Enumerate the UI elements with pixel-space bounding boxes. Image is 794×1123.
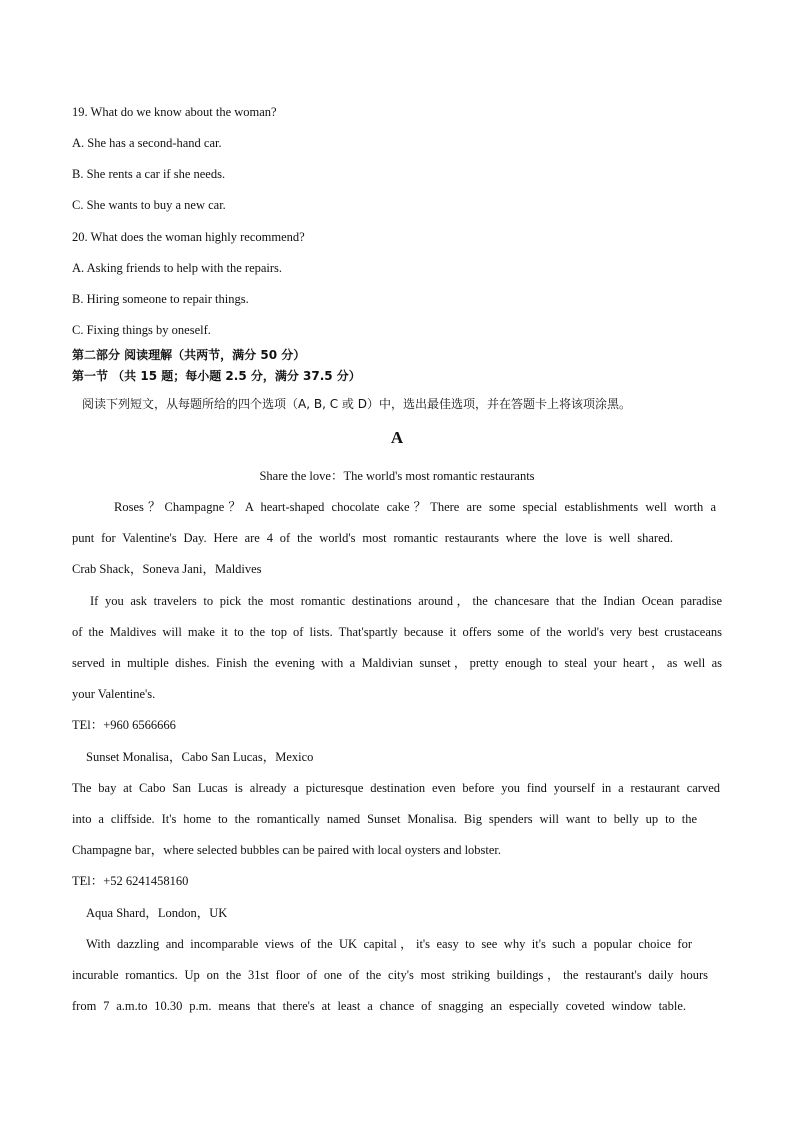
telephone: TEl：+52 6241458160 (72, 874, 189, 888)
paragraph-line: Champagne bar，where selected bubbles can be paired with local oysters and lobster. (72, 843, 502, 857)
paragraph-line: served in multiple dishes. Finish the evening with a Maldivian sunset，pretty enough to steal your heart，as well as (72, 656, 722, 670)
paragraph-line: from 7 a.m.to 10.30 p.m. means that there's at least a chance of snagging an especially coveted window table. (72, 999, 686, 1013)
passage-title: Share the love：The world's most romantic restaurants (259, 469, 535, 483)
section-heading: 第一节 （共 15 题；每小题 2.5 分，满分 37.5 分） (72, 369, 361, 383)
option-c: C. She wants to buy a new car. (72, 198, 226, 212)
restaurant-name: Crab Shack，Soneva Jani，Maldives (72, 562, 262, 576)
paragraph-line: into a cliffside. It's home to the romantically named Sunset Monalisa. Big spenders will want to belly up to the (72, 812, 697, 826)
paragraph-line: The bay at Cabo San Lucas is already a picturesque destination even before you find yourself in a restaurant carved (72, 781, 720, 795)
restaurant-name: Aqua Shard，London，UK (86, 906, 228, 920)
paragraph-line: of the Maldives will make it to the top of lists. That'spartly because it offers some of the world's very best crustaceans (72, 625, 722, 639)
option-a: A. Asking friends to help with the repairs. (72, 261, 283, 275)
option-b: B. Hiring someone to repair things. (72, 292, 249, 306)
option-b: B. She rents a car if she needs. (72, 167, 226, 181)
question-stem: 19. What do we know about the woman? (72, 105, 277, 119)
telephone: TEl：+960 6566666 (72, 718, 176, 732)
instructions: 阅读下列短文，从每题所给的四个选项（A, B, C 或 D）中，选出最佳选项，并在答题卡上将该项涂黑。 (82, 397, 631, 411)
paragraph-line: If you ask travelers to pick the most romantic destinations around，the chancesare that the Indian Ocean paradise (90, 594, 722, 608)
passage-label: A (390, 428, 404, 447)
intro-line: Roses？Champagne？A heart-shaped chocolate cake？There are some special establishments well worth a (114, 500, 716, 514)
option-c: C. Fixing things by oneself. (72, 323, 211, 337)
intro-line: punt for Valentine's Day. Here are 4 of the world's most romantic restaurants where the love is well shared. (72, 531, 673, 545)
question-stem: 20. What does the woman highly recommend? (72, 230, 305, 244)
paragraph-line: With dazzling and incomparable views of the UK capital，it's easy to see why it's such a popular choice for (86, 937, 692, 951)
paragraph-line: incurable romantics. Up on the 31st floor of one of the city's most striking buildings，the restaurant's daily hours (72, 968, 708, 982)
paragraph-line: your Valentine's. (72, 687, 156, 701)
restaurant-name: Sunset Monalisa，Cabo San Lucas，Mexico (86, 750, 314, 764)
option-a: A. She has a second-hand car. (72, 136, 222, 150)
part-heading: 第二部分 阅读理解（共两节，满分 50 分） (72, 348, 306, 362)
